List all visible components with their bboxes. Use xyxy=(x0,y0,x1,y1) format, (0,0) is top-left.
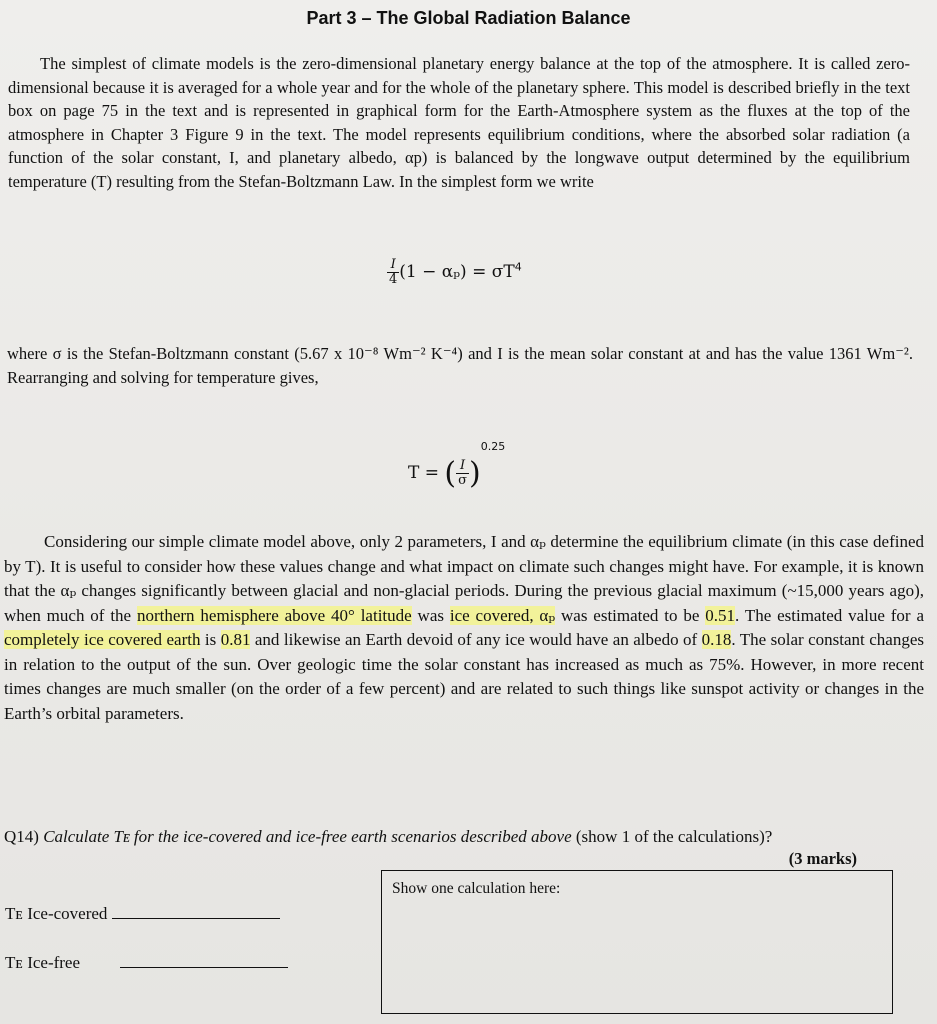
answer-row-ice-covered xyxy=(5,904,280,924)
discussion-text-c: was estimated to be xyxy=(555,605,706,625)
answer-blank-ice-covered[interactable] xyxy=(112,904,280,919)
discussion-paragraph xyxy=(4,530,924,726)
answer-row-ice-free xyxy=(5,953,288,973)
answer-label-ice-covered: Tᴇ Ice-covered xyxy=(5,904,108,923)
equation2-fraction xyxy=(456,459,469,488)
discussion-text-d: . The estimated value for a xyxy=(735,605,924,625)
temperature-equation: T = ( $\frac{I}{\sigma}$ )$^{0.25}$ xyxy=(408,440,506,491)
equation1-exponent: 4 xyxy=(514,260,522,274)
highlight-northern-hemisphere: northern hemisphere above 40° latitude xyxy=(136,605,412,625)
highlight-albedo-051: 0.51 xyxy=(705,605,736,625)
highlight-albedo-018: 0.18 xyxy=(701,630,732,649)
discussion-text-g: . The solar constant changes in relation to the output of the sun. Over geologic time the solar constant has increased as much as 75%. However, in more recent times changes are much smaller (on the order of a few percent) and are related to such things like sunspot activity or changes in the Earth’s orbital parameters. xyxy=(4,630,924,723)
question-tail: (show 1 of the calculations)? xyxy=(575,827,773,846)
calculation-answer-box[interactable] xyxy=(381,870,893,1014)
equation1-numerator: I xyxy=(387,258,399,273)
constants-paragraph: where σ is the Stefan-Boltzmann constant (5.67 x 10⁻⁸ Wm⁻² K⁻⁴) and I is the mean solar constant at and has the value 1361 Wm⁻². Rearranging and solving for temperature gives, xyxy=(7,344,913,387)
calculation-box-label: Show one calculation here: xyxy=(392,880,561,897)
discussion-text-b: was xyxy=(411,605,450,625)
section-title: Part 3 – The Global Radiation Balance xyxy=(306,8,631,28)
equation2-denominator: σ xyxy=(458,473,467,488)
discussion-text-f: and likewise an Earth devoid of any ice would have an albedo of xyxy=(250,630,702,649)
highlight-completely-ice-covered: completely ice covered earth xyxy=(4,630,201,649)
equation1-denominator: 4 xyxy=(389,272,398,287)
equation2-exponent: 0.25 xyxy=(480,440,506,453)
discussion-text-a: Considering our simple climate model above, only 2 parameters, I and αₚ determine the equilibrium climate (in this case defined by T). It is useful to consider how these values change and what impact on climate such changes might have. For example, it is known that the αₚ changes significantly between glacial and non-glacial periods. During the previous glacial maximum (~15,000 years ago), when much of the xyxy=(4,532,924,625)
equation2-numerator: I xyxy=(456,459,469,474)
answer-blank-ice-free[interactable] xyxy=(120,953,288,968)
equation1-fraction xyxy=(387,258,399,287)
equation1-body: (1 − αₚ) = σT xyxy=(399,262,515,282)
highlight-ice-covered: ice covered, αₚ xyxy=(449,605,556,625)
question-label: Q14) xyxy=(4,827,39,846)
question-text: Calculate Tᴇ for the ice-covered and ice-free earth scenarios described above xyxy=(43,827,572,846)
intro-paragraph: The simplest of climate models is the zero-dimensional planetary energy balance at the top of the atmosphere. It is called zero-dimensional because it is averaged for a whole year and for the whole of the planetary sphere. This model is described briefly in the text box on page 75 in the text and is represented in graphical form for the Earth-Atmosphere system as the fluxes at the top of the atmosphere in Chapter 3 Figure 9 in the text. The model represents equilibrium conditions, where the absorbed solar radiation (a function of the solar constant, I, and planetary albedo, αp) is balanced by the longwave output determined by the equilibrium temperature (T) resulting from the Stefan-Boltzmann Law. In the simplest form we write xyxy=(8,54,910,191)
question-marks: (3 marks) xyxy=(788,849,857,868)
answer-label-ice-free: Tᴇ Ice-free xyxy=(5,953,81,972)
question-14 xyxy=(4,827,937,847)
energy-balance-equation xyxy=(387,258,522,287)
discussion-text-e: is xyxy=(200,630,221,649)
highlight-albedo-081: 0.81 xyxy=(220,630,251,649)
equation2-lhs: T = xyxy=(408,463,439,483)
